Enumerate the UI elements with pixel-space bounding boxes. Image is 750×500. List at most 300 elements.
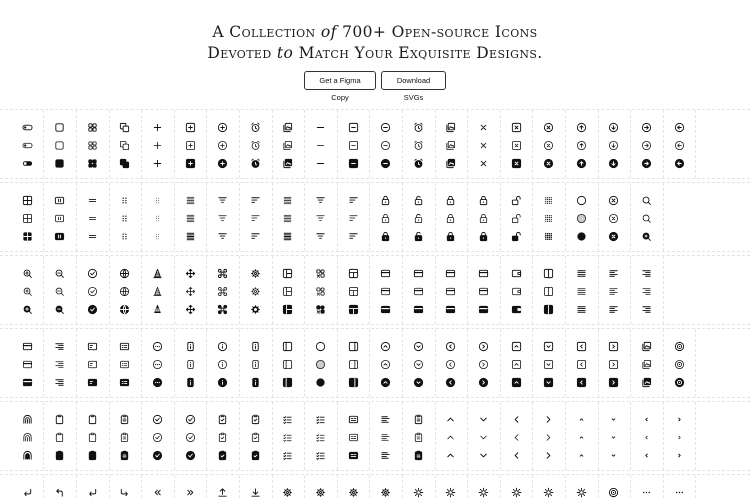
id-card-icon[interactable] (119, 359, 130, 370)
sun-icon[interactable] (543, 487, 554, 498)
align-right-icon[interactable] (54, 359, 65, 370)
square-icon[interactable] (54, 158, 65, 169)
chevron-right-box-icon[interactable] (608, 377, 619, 388)
chevron-right-circle-icon[interactable] (478, 359, 489, 370)
plus-icon[interactable] (152, 140, 163, 151)
move-icon[interactable] (185, 268, 196, 279)
lines-dense-icon[interactable] (185, 231, 196, 242)
sun-icon[interactable] (413, 487, 424, 498)
chevron-right-icon[interactable] (543, 450, 554, 461)
move-icon[interactable] (185, 286, 196, 297)
arrow-right-circle-icon[interactable] (641, 158, 652, 169)
lock-icon[interactable] (478, 195, 489, 206)
drag-h-icon[interactable] (87, 231, 98, 242)
chevron-left-box-icon[interactable] (576, 341, 587, 352)
sort-icon[interactable] (250, 231, 261, 242)
image-stack-icon[interactable] (445, 158, 456, 169)
chevron-up-box-icon[interactable] (511, 341, 522, 352)
list-text-icon[interactable] (380, 414, 391, 425)
target-icon[interactable] (674, 359, 685, 370)
dotgrid-icon[interactable] (543, 195, 554, 206)
x-box-icon[interactable] (511, 122, 522, 133)
columns-icon[interactable] (543, 286, 554, 297)
id-card-icon[interactable] (119, 377, 130, 388)
chevron-left-icon[interactable] (511, 414, 522, 425)
columns-icon[interactable] (543, 268, 554, 279)
sort-icon[interactable] (348, 195, 359, 206)
card-pass-icon[interactable] (87, 341, 98, 352)
chevron-up-icon[interactable] (445, 414, 456, 425)
search-icon[interactable] (641, 213, 652, 224)
check-circle-icon[interactable] (87, 286, 98, 297)
corner-up-left-icon[interactable] (54, 487, 65, 498)
x-circle-icon[interactable] (608, 213, 619, 224)
sidebar-right-icon[interactable] (348, 359, 359, 370)
grid2-icon[interactable] (22, 231, 33, 242)
clipboard-icon[interactable] (54, 414, 65, 425)
command-icon[interactable] (217, 268, 228, 279)
layout2-icon[interactable] (348, 304, 359, 315)
align-left-icon[interactable] (608, 304, 619, 315)
arrow-left-circle-icon[interactable] (674, 122, 685, 133)
chevron-right-icon[interactable] (543, 432, 554, 443)
sort-icon[interactable] (250, 213, 261, 224)
filter-icon[interactable] (217, 213, 228, 224)
chevron-left-sm-icon[interactable] (641, 432, 652, 443)
more-h-icon[interactable] (674, 487, 685, 498)
card-icon[interactable] (413, 304, 424, 315)
minus-icon[interactable] (315, 140, 326, 151)
info-icon[interactable] (185, 341, 196, 352)
lock-icon[interactable] (380, 213, 391, 224)
info-icon[interactable] (185, 359, 196, 370)
chevron-up-sm-icon[interactable] (576, 450, 587, 461)
clipboard-check-icon[interactable] (217, 450, 228, 461)
clipboard-icon[interactable] (54, 450, 65, 461)
chevron-right-box-icon[interactable] (608, 341, 619, 352)
broadcast-icon[interactable] (22, 432, 33, 443)
chevron-up-circle-icon[interactable] (380, 341, 391, 352)
lock-icon[interactable] (445, 195, 456, 206)
cone-icon[interactable] (152, 304, 163, 315)
chevron-up-circle-icon[interactable] (380, 359, 391, 370)
corner-down-left-icon[interactable] (22, 487, 33, 498)
chevron-down-circle-icon[interactable] (413, 341, 424, 352)
zoom-out-icon[interactable] (54, 286, 65, 297)
card-icon[interactable] (445, 304, 456, 315)
clipboard-check-icon[interactable] (217, 432, 228, 443)
clipboard-check-icon[interactable] (217, 414, 228, 425)
dots-v-icon[interactable] (119, 213, 130, 224)
clipboard-icon[interactable] (54, 432, 65, 443)
wallet-icon[interactable] (511, 268, 522, 279)
copy-icon[interactable] (119, 158, 130, 169)
clipboard-icon[interactable] (87, 414, 98, 425)
alarm-icon[interactable] (413, 158, 424, 169)
chevron-down-icon[interactable] (478, 414, 489, 425)
info-circle-icon[interactable] (217, 341, 228, 352)
clipboard-list-icon[interactable] (119, 432, 130, 443)
align-left-icon[interactable] (608, 268, 619, 279)
align-right-icon[interactable] (54, 341, 65, 352)
apps-icon[interactable] (315, 268, 326, 279)
dotgrid-icon[interactable] (543, 231, 554, 242)
grid4-icon[interactable] (87, 140, 98, 151)
x-circle-icon[interactable] (543, 158, 554, 169)
gear-icon[interactable] (380, 487, 391, 498)
chevron-down-box-icon[interactable] (543, 341, 554, 352)
info-icon[interactable] (185, 377, 196, 388)
chevron-up-box-icon[interactable] (511, 359, 522, 370)
pause-box-icon[interactable] (54, 213, 65, 224)
chevrons-right-icon[interactable] (185, 487, 196, 498)
chevron-left-circle-icon[interactable] (445, 359, 456, 370)
filter-icon[interactable] (315, 231, 326, 242)
chevron-down-box-icon[interactable] (543, 359, 554, 370)
plus-box-icon[interactable] (185, 122, 196, 133)
more-circle-icon[interactable] (152, 377, 163, 388)
sun-icon[interactable] (576, 487, 587, 498)
gear-icon[interactable] (348, 487, 359, 498)
x-circle-icon[interactable] (543, 140, 554, 151)
doc-text-icon[interactable] (348, 432, 359, 443)
plus-box-icon[interactable] (185, 140, 196, 151)
card-pass-icon[interactable] (87, 359, 98, 370)
copy-icon[interactable] (119, 122, 130, 133)
chevron-down-icon[interactable] (478, 450, 489, 461)
list-text-icon[interactable] (380, 450, 391, 461)
gear-icon[interactable] (250, 286, 261, 297)
drag-h-icon[interactable] (87, 195, 98, 206)
clipboard-check-icon[interactable] (250, 432, 261, 443)
download-icon[interactable] (250, 487, 261, 498)
unlock-icon[interactable] (511, 231, 522, 242)
arrow-up-circle-icon[interactable] (576, 122, 587, 133)
menu-icon[interactable] (576, 304, 587, 315)
arrow-right-circle-icon[interactable] (641, 122, 652, 133)
zoom-in-icon[interactable] (22, 304, 33, 315)
image-stack-icon[interactable] (445, 122, 456, 133)
lock-open-icon[interactable] (413, 195, 424, 206)
dotgrid-icon[interactable] (543, 213, 554, 224)
doc-text-icon[interactable] (348, 414, 359, 425)
corner-down-right-icon[interactable] (119, 487, 130, 498)
chevron-right-box-icon[interactable] (608, 359, 619, 370)
square-icon[interactable] (54, 122, 65, 133)
chevron-right-circle-icon[interactable] (478, 377, 489, 388)
check-circle-icon[interactable] (185, 450, 196, 461)
search-icon[interactable] (641, 195, 652, 206)
filter-icon[interactable] (315, 213, 326, 224)
zoom-out-icon[interactable] (54, 304, 65, 315)
checklist-icon[interactable] (315, 414, 326, 425)
gear-icon[interactable] (282, 487, 293, 498)
minus-box-icon[interactable] (348, 140, 359, 151)
arrow-down-circle-icon[interactable] (608, 158, 619, 169)
card-icon[interactable] (380, 286, 391, 297)
chevron-right-circle-icon[interactable] (478, 341, 489, 352)
circle-icon[interactable] (576, 231, 587, 242)
clipboard-icon[interactable] (87, 432, 98, 443)
apps-icon[interactable] (315, 304, 326, 315)
filter-icon[interactable] (315, 195, 326, 206)
globe-icon[interactable] (119, 268, 130, 279)
more-circle-icon[interactable] (152, 341, 163, 352)
globe-icon[interactable] (119, 304, 130, 315)
image-stack-icon[interactable] (641, 377, 652, 388)
lines-dense-icon[interactable] (185, 195, 196, 206)
arrow-down-circle-icon[interactable] (608, 140, 619, 151)
checklist-icon[interactable] (282, 414, 293, 425)
arrow-up-circle-icon[interactable] (576, 158, 587, 169)
grid4-icon[interactable] (87, 158, 98, 169)
info-icon[interactable] (250, 377, 261, 388)
card-icon[interactable] (380, 304, 391, 315)
check-circle-icon[interactable] (152, 450, 163, 461)
broadcast-icon[interactable] (22, 414, 33, 425)
align-right-icon[interactable] (641, 304, 652, 315)
x-box-icon[interactable] (511, 158, 522, 169)
lock-icon[interactable] (445, 213, 456, 224)
x-circle-icon[interactable] (608, 231, 619, 242)
clipboard-list-icon[interactable] (119, 414, 130, 425)
alarm-icon[interactable] (250, 122, 261, 133)
chevron-up-sm-icon[interactable] (576, 432, 587, 443)
x-circle-icon[interactable] (543, 122, 554, 133)
card-icon[interactable] (478, 268, 489, 279)
corner-down-left-icon[interactable] (87, 487, 98, 498)
lines-dense-icon[interactable] (282, 195, 293, 206)
filter-icon[interactable] (217, 195, 228, 206)
square-icon[interactable] (54, 140, 65, 151)
align-right-icon[interactable] (641, 268, 652, 279)
toggle-icon[interactable] (22, 158, 33, 169)
wallet-icon[interactable] (511, 304, 522, 315)
drag-h-icon[interactable] (87, 213, 98, 224)
circle-icon[interactable] (315, 359, 326, 370)
lock-open-icon[interactable] (413, 231, 424, 242)
lock-icon[interactable] (380, 195, 391, 206)
chevron-down-circle-icon[interactable] (413, 377, 424, 388)
sidebar-right-icon[interactable] (348, 377, 359, 388)
dots-v-light-icon[interactable] (152, 231, 163, 242)
x-box-icon[interactable] (511, 140, 522, 151)
chevron-left-icon[interactable] (511, 432, 522, 443)
sort-icon[interactable] (250, 195, 261, 206)
x-circle-icon[interactable] (608, 195, 619, 206)
x-icon[interactable] (478, 140, 489, 151)
chevron-right-sm-icon[interactable] (674, 432, 685, 443)
minus-circle-icon[interactable] (380, 158, 391, 169)
card-pass-icon[interactable] (87, 377, 98, 388)
check-circle-icon[interactable] (185, 432, 196, 443)
filter-icon[interactable] (217, 231, 228, 242)
alarm-icon[interactable] (250, 158, 261, 169)
clipboard-check-icon[interactable] (250, 414, 261, 425)
x-icon[interactable] (478, 158, 489, 169)
gear-icon[interactable] (250, 268, 261, 279)
lock-open-icon[interactable] (413, 213, 424, 224)
check-circle-icon[interactable] (152, 432, 163, 443)
toggle-icon[interactable] (22, 122, 33, 133)
layout2-icon[interactable] (348, 268, 359, 279)
clipboard-icon[interactable] (87, 450, 98, 461)
card-icon[interactable] (445, 268, 456, 279)
arrow-down-circle-icon[interactable] (608, 122, 619, 133)
dots-v-icon[interactable] (119, 231, 130, 242)
plus-circle-icon[interactable] (217, 140, 228, 151)
plus-icon[interactable] (152, 158, 163, 169)
upload-icon[interactable] (217, 487, 228, 498)
gear-icon[interactable] (315, 487, 326, 498)
align-right-icon[interactable] (641, 286, 652, 297)
card-icon[interactable] (413, 268, 424, 279)
unlock-icon[interactable] (511, 195, 522, 206)
sort-icon[interactable] (348, 231, 359, 242)
grid4-icon[interactable] (87, 122, 98, 133)
card-icon[interactable] (22, 359, 33, 370)
menu-icon[interactable] (576, 268, 587, 279)
check-circle-icon[interactable] (87, 268, 98, 279)
lock-icon[interactable] (380, 231, 391, 242)
sun-icon[interactable] (478, 487, 489, 498)
grid2-icon[interactable] (22, 195, 33, 206)
sidebar-icon[interactable] (282, 341, 293, 352)
id-card-icon[interactable] (119, 341, 130, 352)
minus-circle-icon[interactable] (380, 122, 391, 133)
lock-icon[interactable] (445, 231, 456, 242)
chevron-left-box-icon[interactable] (576, 359, 587, 370)
circle-icon[interactable] (576, 195, 587, 206)
toggle-icon[interactable] (22, 140, 33, 151)
lines-dense-icon[interactable] (185, 213, 196, 224)
chevron-left-sm-icon[interactable] (641, 450, 652, 461)
minus-box-icon[interactable] (348, 158, 359, 169)
x-icon[interactable] (478, 122, 489, 133)
cone-icon[interactable] (152, 268, 163, 279)
zoom-in-icon[interactable] (22, 268, 33, 279)
card-icon[interactable] (22, 377, 33, 388)
dots-v-light-icon[interactable] (152, 213, 163, 224)
chevrons-left-icon[interactable] (152, 487, 163, 498)
card-icon[interactable] (478, 286, 489, 297)
grid2-icon[interactable] (22, 213, 33, 224)
arrow-left-circle-icon[interactable] (674, 158, 685, 169)
clipboard-list-icon[interactable] (413, 414, 424, 425)
image-stack-icon[interactable] (282, 140, 293, 151)
card-icon[interactable] (413, 286, 424, 297)
chevron-up-icon[interactable] (445, 432, 456, 443)
checklist-icon[interactable] (282, 432, 293, 443)
check-circle-icon[interactable] (152, 414, 163, 425)
chevron-left-box-icon[interactable] (576, 377, 587, 388)
command-icon[interactable] (217, 304, 228, 315)
target-icon[interactable] (608, 487, 619, 498)
card-icon[interactable] (380, 268, 391, 279)
doc-text-icon[interactable] (348, 450, 359, 461)
plus-circle-icon[interactable] (217, 122, 228, 133)
search-icon[interactable] (641, 231, 652, 242)
chevron-right-sm-icon[interactable] (674, 450, 685, 461)
checklist-icon[interactable] (315, 432, 326, 443)
chevron-down-sm-icon[interactable] (608, 450, 619, 461)
plus-circle-icon[interactable] (217, 158, 228, 169)
plus-box-icon[interactable] (185, 158, 196, 169)
info-icon[interactable] (250, 341, 261, 352)
chevron-left-icon[interactable] (511, 450, 522, 461)
gear-icon[interactable] (250, 304, 261, 315)
unlock-icon[interactable] (511, 213, 522, 224)
arrow-right-circle-icon[interactable] (641, 140, 652, 151)
sun-icon[interactable] (445, 487, 456, 498)
command-icon[interactable] (217, 286, 228, 297)
image-stack-icon[interactable] (445, 140, 456, 151)
lines-dense-icon[interactable] (282, 213, 293, 224)
download-svgs-button[interactable]: Download SVGs (381, 71, 446, 90)
image-stack-icon[interactable] (641, 359, 652, 370)
image-stack-icon[interactable] (641, 341, 652, 352)
target-icon[interactable] (674, 341, 685, 352)
checklist-icon[interactable] (282, 450, 293, 461)
columns-icon[interactable] (543, 304, 554, 315)
minus-box-icon[interactable] (348, 122, 359, 133)
menu-icon[interactable] (576, 286, 587, 297)
clipboard-check-icon[interactable] (250, 450, 261, 461)
sun-icon[interactable] (511, 487, 522, 498)
layout-icon[interactable] (282, 268, 293, 279)
chevron-up-icon[interactable] (445, 450, 456, 461)
copy-icon[interactable] (119, 140, 130, 151)
alarm-icon[interactable] (413, 122, 424, 133)
apps-icon[interactable] (315, 286, 326, 297)
minus-icon[interactable] (315, 158, 326, 169)
clipboard-list-icon[interactable] (413, 450, 424, 461)
minus-circle-icon[interactable] (380, 140, 391, 151)
chevron-down-sm-icon[interactable] (608, 432, 619, 443)
circle-icon[interactable] (315, 341, 326, 352)
cone-icon[interactable] (152, 286, 163, 297)
card-icon[interactable] (478, 304, 489, 315)
layout-icon[interactable] (282, 286, 293, 297)
chevron-up-sm-icon[interactable] (576, 414, 587, 425)
circle-icon[interactable] (315, 377, 326, 388)
lock-icon[interactable] (478, 213, 489, 224)
more-h-icon[interactable] (641, 487, 652, 498)
list-text-icon[interactable] (380, 432, 391, 443)
clipboard-list-icon[interactable] (413, 432, 424, 443)
lines-dense-icon[interactable] (282, 231, 293, 242)
broadcast-icon[interactable] (22, 450, 33, 461)
chevron-up-circle-icon[interactable] (380, 377, 391, 388)
zoom-in-icon[interactable] (22, 286, 33, 297)
chevron-down-sm-icon[interactable] (608, 414, 619, 425)
sort-icon[interactable] (348, 213, 359, 224)
figma-copy-button[interactable]: Get a Figma Copy (304, 71, 376, 90)
align-right-icon[interactable] (54, 377, 65, 388)
dots-v-icon[interactable] (119, 195, 130, 206)
chevron-right-icon[interactable] (543, 414, 554, 425)
move-icon[interactable] (185, 304, 196, 315)
sidebar-icon[interactable] (282, 359, 293, 370)
check-circle-icon[interactable] (185, 414, 196, 425)
pause-box-icon[interactable] (54, 231, 65, 242)
clipboard-list-icon[interactable] (119, 450, 130, 461)
check-circle-icon[interactable] (87, 304, 98, 315)
chevron-down-icon[interactable] (478, 432, 489, 443)
image-stack-icon[interactable] (282, 158, 293, 169)
pause-box-icon[interactable] (54, 195, 65, 206)
card-icon[interactable] (445, 286, 456, 297)
